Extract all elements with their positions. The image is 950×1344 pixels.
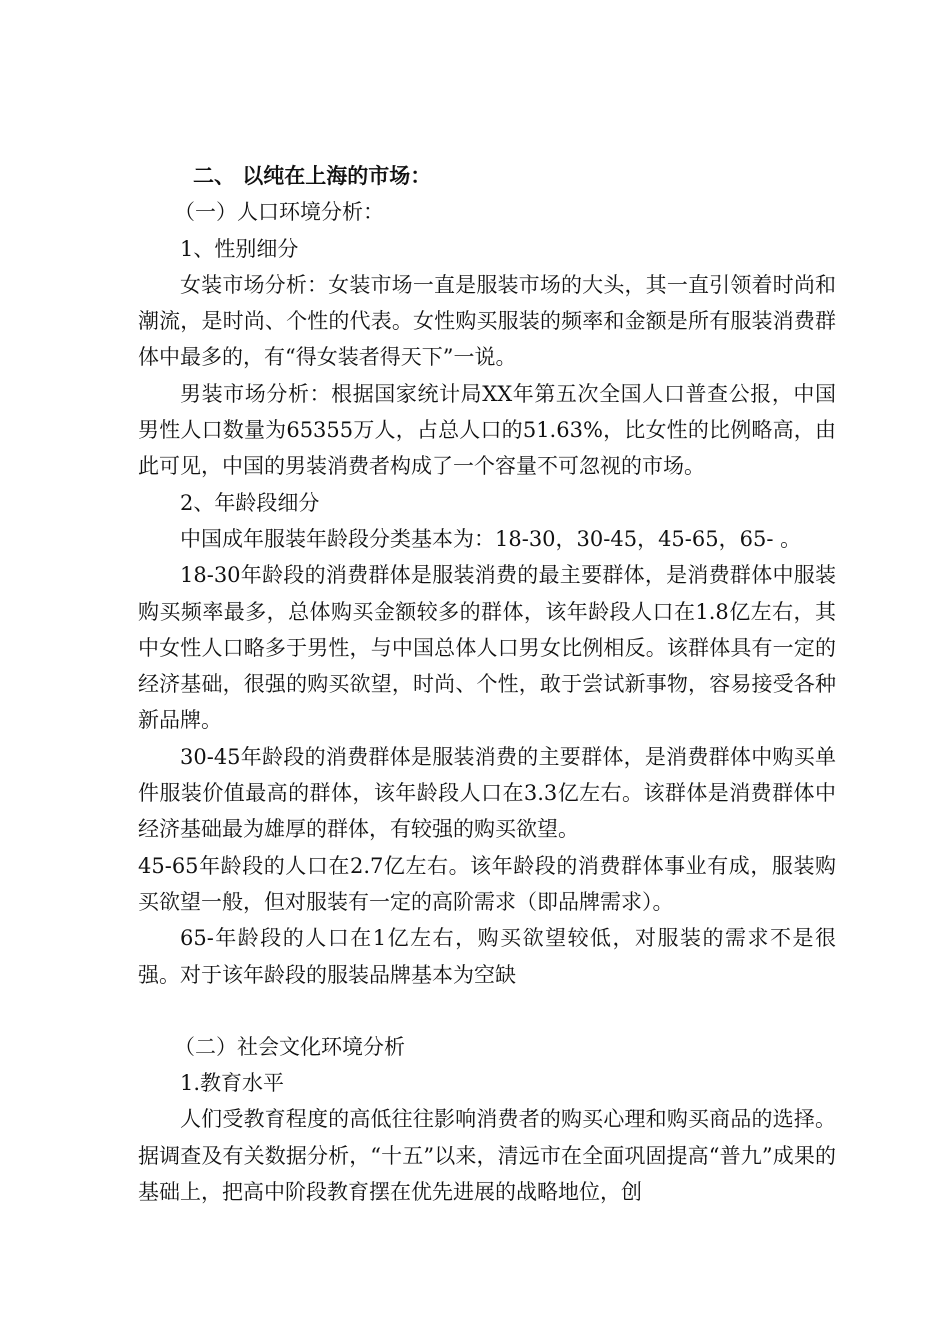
subsection-title-population: （一）人口环境分析：: [174, 200, 384, 225]
paragraph-age-30-45: 30-45年龄段的消费群体是服装消费的主要群体，是消费群体中购买单件服装价值最高的群体，该年龄段人口在3.3亿左右。该群体是消费群体中经济基础最为雄厚的群体，有较强的购买欲望。: [138, 744, 836, 842]
paragraph-age-65-plus: 65-年龄段的人口在1亿左右，购买欲望较低，对服装的需求不是很强。对于该年龄段的服装品牌基本为空缺: [138, 926, 836, 987]
paragraph-age-45-65: 45-65年龄段的人口在2.7亿左右。该年龄段的消费群体事业有成，服装购买欲望一般，但对服装有一定的高阶需求（即品牌需求）。: [138, 853, 836, 914]
subsection-title-culture: （二）社会文化环境分析: [174, 1034, 405, 1059]
section-title: 二、 以纯在上海的市场：: [193, 163, 432, 188]
paragraph-female-market: 女装市场分析：女装市场一直是服装市场的大头，其一直引领着时尚和潮流，是时尚、个性的代表。女性购买服装的频率和金额是所有服装消费群体中最多的，有“得女装者得天下”一说。: [138, 272, 836, 370]
paragraph-male-market: 男装市场分析：根据国家统计局XX年第五次全国人口普查公报，中国男性人口数量为65355万人，占总人口的51.63%，比女性的比例略高，由此可见，中国的男装消费者构成了一个容量不可忽视的市场。: [138, 381, 836, 479]
document-body: [138, 158, 836, 1210]
paragraph-age-groups: 中国成年服装年龄段分类基本为：18-30，30-45，45-65，65- 。: [180, 526, 802, 551]
heading-education-level: 1.教育水平: [180, 1071, 285, 1096]
blank-line: [138, 993, 836, 1029]
paragraph-education: 人们受教育程度的高低往往影响消费者的购买心理和购买商品的选择。据调查及有关数据分析，“十五”以来，清远市在全面巩固提高“普九”成果的基础上，把高中阶段教育摆在优先进展的战略地位，创: [138, 1107, 836, 1205]
heading-gender-segmentation: 1、性别细分: [180, 236, 299, 261]
paragraph-age-18-30: 18-30年龄段的消费群体是服装消费的最主要群体，是消费群体中服装购买频率最多，总体购买金额较多的群体，该年龄段人口在1.8亿左右，其中女性人口略多于男性，与中国总体人口男女比例相反。该群体具有一定的经济基础，很强的购买欲望，时尚、个性，敢于尝试新事物，容易接受各种新品牌。: [138, 563, 836, 733]
heading-age-segmentation: 2、年龄段细分: [180, 490, 320, 515]
